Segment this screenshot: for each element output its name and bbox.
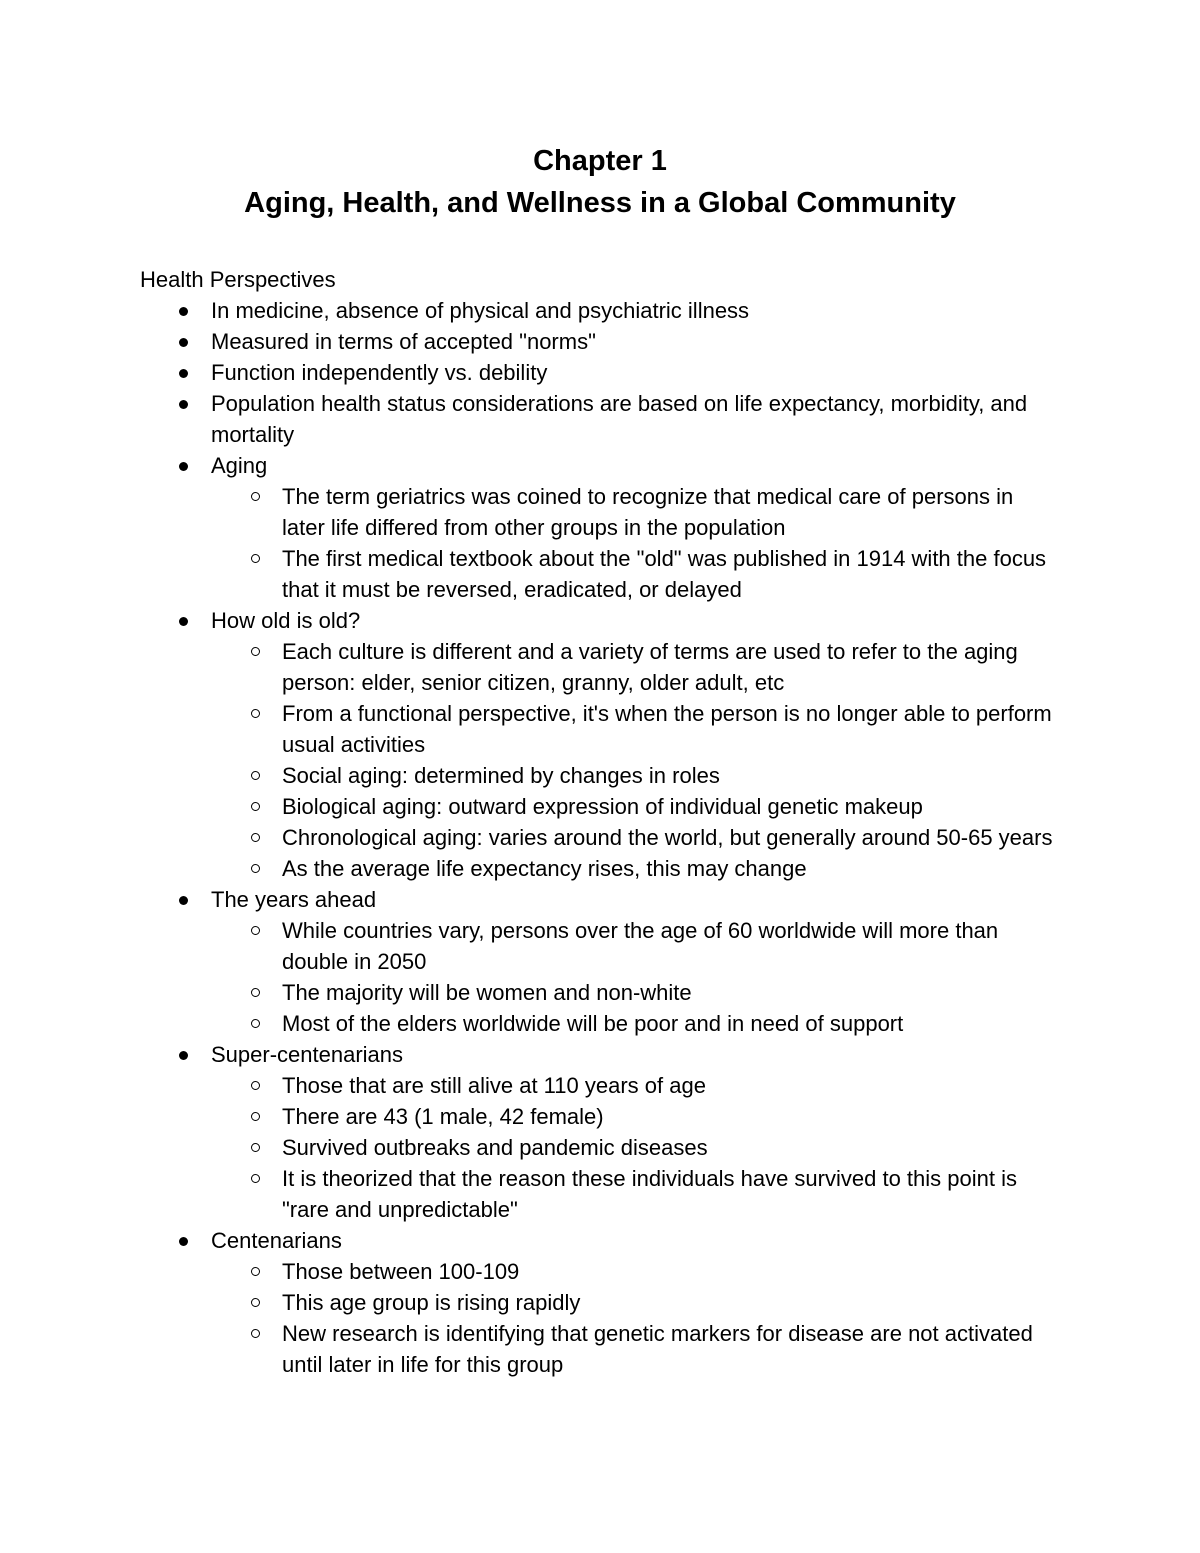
- bullet-dot-icon: [179, 1237, 188, 1246]
- sub-list-item-text: Those that are still alive at 110 years of age: [282, 1073, 706, 1098]
- sub-list-item-text: Chronological aging: varies around the world, but generally around 50-65 years: [282, 825, 1053, 850]
- bullet-circle-icon: [251, 802, 260, 811]
- bullet-circle-icon: [251, 1267, 260, 1276]
- sub-list-item-text: As the average life expectancy rises, this may change: [282, 856, 807, 881]
- list-item: [140, 388, 1060, 450]
- list-item-text: Aging: [211, 453, 268, 478]
- bullet-circle-icon: [251, 1329, 260, 1338]
- list-item: [140, 884, 1060, 1039]
- sub-list-item: [211, 1101, 1060, 1132]
- bullet-circle-icon: [251, 926, 260, 935]
- chapter-title: Aging, Health, and Wellness in a Global Community: [244, 187, 956, 219]
- sub-list-item-text: From a functional perspective, it's when the person is no longer able to perform usual activities: [282, 701, 1052, 757]
- list-item-text: Super-centenarians: [211, 1042, 404, 1067]
- bullet-circle-icon: [251, 1112, 260, 1121]
- list-item-text: How old is old?: [211, 608, 361, 633]
- list-item: [140, 1225, 1060, 1380]
- sub-list-item: [211, 915, 1060, 977]
- list-item: [140, 1039, 1060, 1225]
- sub-list-item-text: There are 43 (1 male, 42 female): [282, 1104, 604, 1129]
- list-item: [140, 295, 1060, 326]
- sub-bullet-list: [211, 1070, 1060, 1225]
- sub-list-item-text: Most of the elders worldwide will be poor and in need of support: [282, 1011, 904, 1036]
- list-item: [140, 326, 1060, 357]
- sub-list-item: [211, 1287, 1060, 1318]
- bullet-dot-icon: [179, 896, 188, 905]
- sub-list-item: [211, 1132, 1060, 1163]
- sub-list-item-text: The term geriatrics was coined to recognize that medical care of persons in later life differed from other groups in the population: [282, 484, 1014, 540]
- list-item-text: Measured in terms of accepted "norms": [211, 329, 596, 354]
- bullet-dot-icon: [179, 369, 188, 378]
- list-item-text: In medicine, absence of physical and psychiatric illness: [211, 298, 750, 323]
- sub-list-item-text: New research is identifying that genetic markers for disease are not activated until later in life for this group: [282, 1321, 1033, 1377]
- bullet-circle-icon: [251, 1081, 260, 1090]
- bullet-dot-icon: [179, 1051, 188, 1060]
- list-item-text: The years ahead: [211, 887, 377, 912]
- bullet-dot-icon: [179, 307, 188, 316]
- sub-list-item: [211, 1070, 1060, 1101]
- list-item-text: Function independently vs. debility: [211, 360, 548, 385]
- bullet-circle-icon: [251, 988, 260, 997]
- notes-body: [140, 264, 1060, 1380]
- bullet-circle-icon: [251, 647, 260, 656]
- sub-list-item-text: It is theorized that the reason these individuals have survived to this point is "rare and unpredictable": [282, 1166, 1017, 1222]
- sub-list-item: [211, 1163, 1060, 1225]
- sub-list-item: [211, 977, 1060, 1008]
- sub-list-item: [211, 822, 1060, 853]
- sub-list-item-text: While countries vary, persons over the age of 60 worldwide will more than double in 2050: [282, 918, 999, 974]
- bullet-circle-icon: [251, 492, 260, 501]
- sub-bullet-list: [211, 481, 1060, 605]
- title-block: [0, 140, 1200, 224]
- bullet-circle-icon: [251, 771, 260, 780]
- bullet-circle-icon: [251, 833, 260, 842]
- bullet-dot-icon: [179, 462, 188, 471]
- sub-list-item: [211, 760, 1060, 791]
- sub-list-item-text: This age group is rising rapidly: [282, 1290, 581, 1315]
- sub-bullet-list: [211, 915, 1060, 1039]
- sub-list-item: [211, 698, 1060, 760]
- sub-list-item-text: Biological aging: outward expression of individual genetic makeup: [282, 794, 923, 819]
- sub-list-item-text: Social aging: determined by changes in roles: [282, 763, 720, 788]
- list-item: [140, 357, 1060, 388]
- sub-list-item: [211, 1008, 1060, 1039]
- sub-list-item: [211, 1318, 1060, 1380]
- sub-list-item-text: The first medical textbook about the "old" was published in 1914 with the focus that it must be reversed, eradicated, or delayed: [282, 546, 1047, 602]
- bullet-dot-icon: [179, 338, 188, 347]
- sub-bullet-list: [211, 1256, 1060, 1380]
- bullet-circle-icon: [251, 1019, 260, 1028]
- section-heading: Health Perspectives: [140, 267, 336, 292]
- sub-list-item-text: The majority will be women and non-white: [282, 980, 692, 1005]
- list-item-text: Population health status considerations are based on life expectancy, morbidity, and mortality: [211, 391, 1028, 447]
- sub-list-item-text: Those between 100-109: [282, 1259, 520, 1284]
- bullet-circle-icon: [251, 1298, 260, 1307]
- sub-list-item: [211, 853, 1060, 884]
- list-item-text: Centenarians: [211, 1228, 342, 1253]
- bullet-circle-icon: [251, 709, 260, 718]
- sub-list-item: [211, 791, 1060, 822]
- sub-list-item: [211, 636, 1060, 698]
- sub-bullet-list: [211, 636, 1060, 884]
- chapter-number: Chapter 1: [533, 145, 667, 177]
- sub-list-item: [211, 543, 1060, 605]
- sub-list-item: [211, 481, 1060, 543]
- bullet-circle-icon: [251, 554, 260, 563]
- bullet-circle-icon: [251, 1143, 260, 1152]
- bullet-list: [140, 295, 1060, 1380]
- sub-list-item: [211, 1256, 1060, 1287]
- bullet-dot-icon: [179, 617, 188, 626]
- bullet-circle-icon: [251, 1174, 260, 1183]
- bullet-circle-icon: [251, 864, 260, 873]
- list-item: [140, 605, 1060, 884]
- sub-list-item-text: Each culture is different and a variety of terms are used to refer to the aging person: elder, senior citizen, granny, older adult, etc: [282, 639, 1018, 695]
- list-item: [140, 450, 1060, 605]
- sub-list-item-text: Survived outbreaks and pandemic diseases: [282, 1135, 708, 1160]
- bullet-dot-icon: [179, 400, 188, 409]
